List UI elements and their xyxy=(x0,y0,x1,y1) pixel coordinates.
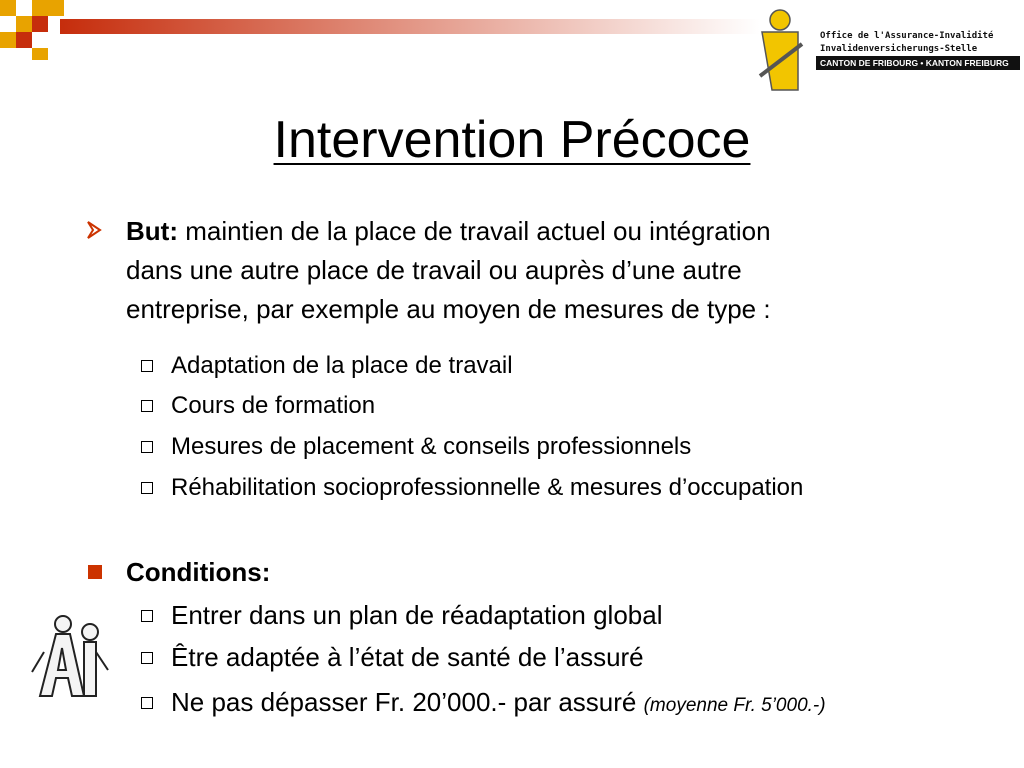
page-title-text: Intervention Précoce xyxy=(273,111,751,169)
section2-item-1: Entrer dans un plan de réadaptation global xyxy=(171,600,663,630)
hollow-square-bullet-icon xyxy=(141,652,153,664)
office-ai-logo xyxy=(758,4,1020,96)
section1-item-3: Mesures de placement & conseils professionnels xyxy=(171,433,692,460)
hollow-square-bullet-icon xyxy=(141,360,153,372)
square-bullet-icon xyxy=(88,565,102,579)
section1-item-2: Cours de formation xyxy=(171,392,376,419)
section2-item-3 xyxy=(171,683,826,725)
section1-text-1: maintien de la place de travail actuel ou intégration xyxy=(185,216,771,246)
hollow-square-bullet-icon xyxy=(141,441,153,453)
header-decoration xyxy=(0,0,760,70)
arrow-bullet-icon xyxy=(86,220,102,240)
section1-line-3: entreprise, par exemple au moyen de mesures de type : xyxy=(126,294,771,324)
hollow-square-bullet-icon xyxy=(141,610,153,622)
section1-item-4: Réhabilitation socioprofessionnelle & mesures d’occupation xyxy=(171,474,804,501)
hollow-square-bullet-icon xyxy=(141,400,153,412)
section2-item-2: Être adaptée à l’état de santé de l’assuré xyxy=(171,642,644,672)
logo-line-2: Invalidenversicherungs-Stelle xyxy=(820,44,978,54)
section1-line-1 xyxy=(126,212,771,251)
section2-item-3-note: (moyenne Fr. 5’000.-) xyxy=(643,695,826,716)
logo-line-3: CANTON DE FRIBOURG • KANTON FREIBURG xyxy=(820,58,1009,68)
hollow-square-bullet-icon xyxy=(141,697,153,709)
section1-bold-label: But: xyxy=(126,216,178,246)
section2-item-3-text: Ne pas dépasser Fr. 20’000.- par assuré xyxy=(171,687,637,717)
ai-mascot-icon xyxy=(26,612,112,702)
section1-line-2: dans une autre place de travail ou auprès d’une autre xyxy=(126,255,742,285)
section2-heading: Conditions: xyxy=(126,557,271,587)
page-title xyxy=(0,106,1024,174)
section1-item-1: Adaptation de la place de travail xyxy=(171,352,513,379)
hollow-square-bullet-icon xyxy=(141,482,153,494)
logo-line-1: Office de l'Assurance-Invalidité xyxy=(820,31,994,41)
